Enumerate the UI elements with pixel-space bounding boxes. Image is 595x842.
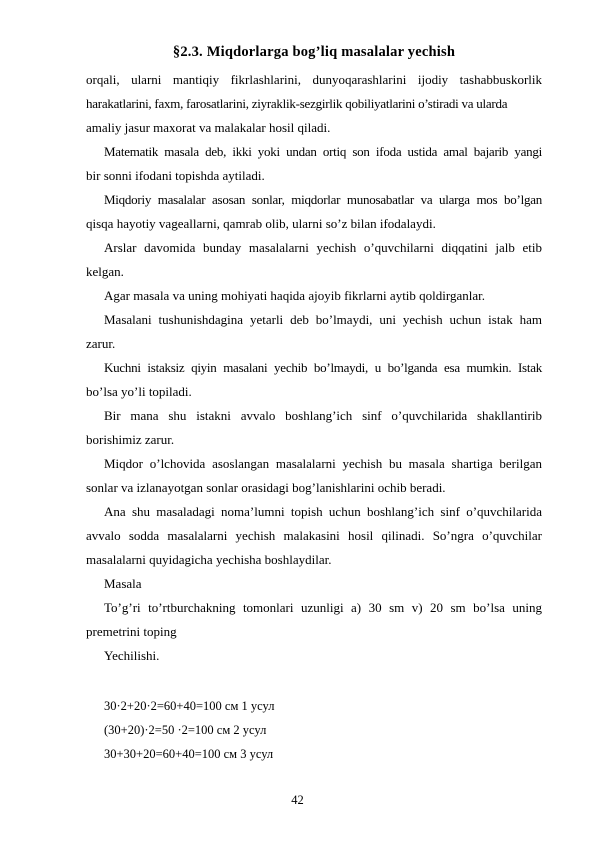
text-line: orqali, ularni mantiqiy fikrlashlarini, dunyoqarashlarini ijodiy tashabbuskorlik [86,72,542,87]
text-line: masalalarni quyidagicha yechisha boshlaydilar. [86,552,332,567]
text-line: Miqdoriy masalalar asosan sonlar, miqdorlar munosabatlar va ularga mos bo’lgan [104,192,542,207]
text-line: bo’lsa yo’li topiladi. [86,384,192,399]
text-line: amaliy jasur maxorat va malakalar hosil qiladi. [86,120,331,135]
page-number: 42 [291,793,304,807]
text-line: Bir mana shu istakni avvalo boshlang’ich sinf o’quvchilarida shakllantirib [104,408,542,423]
text-line: bir sonni ifodani topishda aytiladi. [86,168,265,183]
text-line: Masalani tushunishdagina yetarli deb bo’lmaydi, uni yechish uchun istak ham [104,312,542,327]
text-line: qisqa hayotiy vageallarni, qamrab olib, ularni so’z bilan ifodalaydi. [86,216,436,231]
text-line: premetrini toping [86,624,177,639]
text-line: harakatlarini, faxm, farosatlarini, ziyraklik-sezgirlik qobiliyatlarini o’stiradi va ularda [86,96,508,111]
formula-line: 30+30+20=60+40=100 см 3 усул [104,747,274,761]
text-line: Ana shu masaladagi noma’lumni topish uchun boshlang’ich sinf o’quvchilarida [104,504,542,519]
text-line: sonlar va izlanayotgan sonlar orasidagi bog’lanishlarini ochib beradi. [86,480,446,495]
formula-line: (30+20)·2=50 ·2=100 см 2 усул [104,723,267,737]
text-line: Yechilishi. [104,648,160,663]
text-line: Agar masala va uning mohiyati haqida ajoyib fikrlarni aytib qoldirganlar. [104,288,485,303]
text-line: kelgan. [86,264,124,279]
text-line: Matematik masala deb, ikki yoki undan ortiq son ifoda ustida amal bajarib yangi [104,144,542,159]
formula-line: 30·2+20·2=60+40=100 см 1 усул [104,699,275,713]
text-line: Miqdor o’lchovida asoslangan masalalarni yechish bu masala shartiga berilgan [104,456,542,471]
section-heading: §2.3. Miqdorlarga bog’liq masalalar yechish [172,44,456,60]
text-line: Arslar davomida bunday masalalarni yechish o’quvchilarni diqqatini jalb etib [104,240,542,255]
text-line: avvalo sodda masalalarni yechish malakasini hosil qilinadi. So’ngra o’quvchilar [86,528,542,543]
text-line: To’g’ri to’rtburchakning tomonlari uzunligi a) 30 sm v) 20 sm bo’lsa uning [104,600,542,615]
text-line: Kuchni istaksiz qiyin masalani yechib bo’lmaydi, u bo’lganda esa mumkin. Istak [104,360,542,375]
text-line: borishimiz zarur. [86,432,175,447]
text-line: Masala [104,576,142,591]
text-line: zarur. [86,336,116,351]
